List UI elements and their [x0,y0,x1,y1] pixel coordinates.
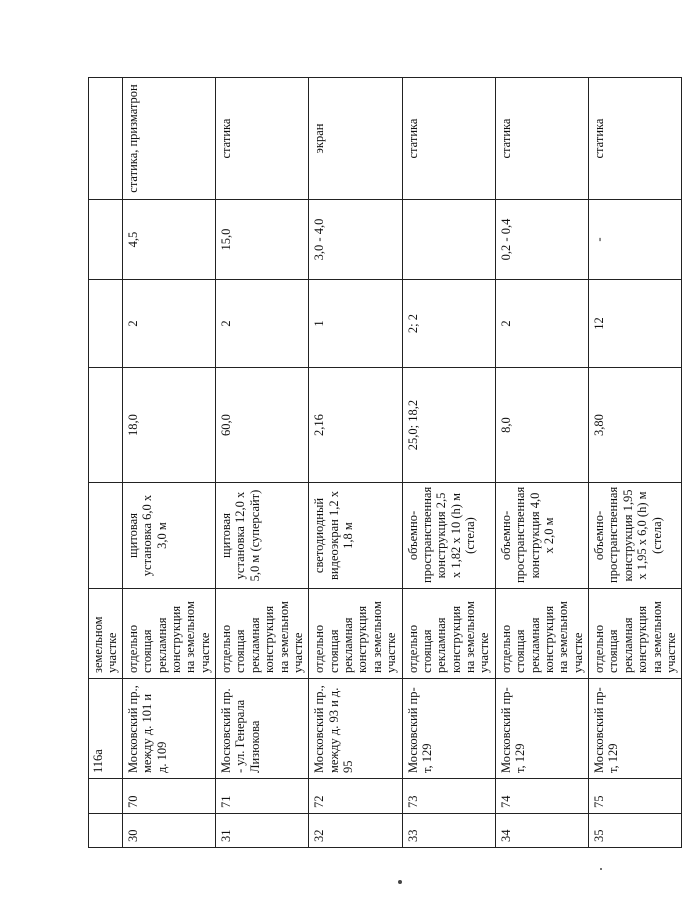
cell-area: 25,0; 18,2 [402,368,495,483]
cell-address: 116а [89,679,123,779]
cell-structure-id: 70 [122,779,215,814]
cell-quantity: 2 [495,280,588,368]
continuation-row [89,78,123,848]
cell-quantity: 12 [589,280,682,368]
cell-address: Московский пр-т, 129 [589,679,682,779]
cell-structure-id: 75 [589,779,682,814]
advertising-structures-table [88,77,682,848]
cell-mode: экран [309,78,402,200]
cell-type: земельном участке [89,589,123,679]
scan-speck [600,868,602,870]
cell-row-number: 35 [589,814,682,848]
cell-type: отдельно стоящая рекламная конструкция на земельном участке [495,589,588,679]
cell-quantity: 2; 2 [402,280,495,368]
cell-structure-id: 74 [495,779,588,814]
cell-type: отдельно стоящая рекламная конструкция на земельном участке [216,589,309,679]
table-row [309,78,402,848]
cell-empty [89,280,123,368]
cell-structure-id: 72 [309,779,402,814]
cell-height [402,200,495,280]
cell-kind: щитовая установка 12,0 х 5,0 м (суперсайт) [216,483,309,589]
cell-kind: светодиодный видеоэкран 1,2 х 1,8 м [309,483,402,589]
cell-height: 0,2 - 0,4 [495,200,588,280]
cell-mode: статика [589,78,682,200]
cell-height: 4,5 [122,200,215,280]
cell-area: 2,16 [309,368,402,483]
cell-quantity: 2 [216,280,309,368]
cell-mode: статика [216,78,309,200]
cell-row-number: 34 [495,814,588,848]
cell-area: 3,80 [589,368,682,483]
cell-quantity: 1 [309,280,402,368]
cell-kind: объемно-пространственная конструкция 4,0 х 2,0 м [495,483,588,589]
cell-kind: объемно-пространственная конструкция 1,95 х 1,95 х 6,0 (h) м (стела) [589,483,682,589]
cell-height: 3,0 - 4,0 [309,200,402,280]
cell-type: отдельно стоящая рекламная конструкция на земельном участке [589,589,682,679]
cell-empty [89,78,123,200]
cell-address: Московский пр-т, 129 [402,679,495,779]
cell-height: 15,0 [216,200,309,280]
cell-row-number: 32 [309,814,402,848]
cell-mode: статика [495,78,588,200]
cell-address: Московский пр-т, 129 [495,679,588,779]
table-row [589,78,682,848]
cell-quantity: 2 [122,280,215,368]
cell-empty [89,779,123,814]
cell-empty [89,814,123,848]
table-row [122,78,215,848]
cell-mode: статика [402,78,495,200]
cell-empty [89,368,123,483]
cell-address: Московский пр. - ул. Генерала Лизюкова [216,679,309,779]
cell-empty [89,200,123,280]
cell-area: 18,0 [122,368,215,483]
cell-address: Московский пр., между д. 101 и д. 109 [122,679,215,779]
cell-area: 60,0 [216,368,309,483]
cell-structure-id: 73 [402,779,495,814]
cell-row-number: 33 [402,814,495,848]
cell-row-number: 30 [122,814,215,848]
cell-type: отдельно стоящая рекламная конструкция на земельном участке [402,589,495,679]
rotated-table-wrapper [88,78,678,848]
cell-type: отдельно стоящая рекламная конструкция на земельном участке [122,589,215,679]
cell-structure-id: 71 [216,779,309,814]
table-row [495,78,588,848]
cell-kind: щитовая установка 6,0 х 3,0 м [122,483,215,589]
table-row [216,78,309,848]
cell-area: 8,0 [495,368,588,483]
cell-height: - [589,200,682,280]
cell-empty [89,483,123,589]
cell-row-number: 31 [216,814,309,848]
cell-type: отдельно стоящая рекламная конструкция на земельном участке [309,589,402,679]
cell-address: Московский пр., между д. 93 и д. 95 [309,679,402,779]
scan-speck [398,880,402,884]
cell-mode: статика, призматрон [122,78,215,200]
cell-kind: объемно-пространственная конструкция 2,5 х 1,82 х 10 (h) м (стела) [402,483,495,589]
table-row [402,78,495,848]
